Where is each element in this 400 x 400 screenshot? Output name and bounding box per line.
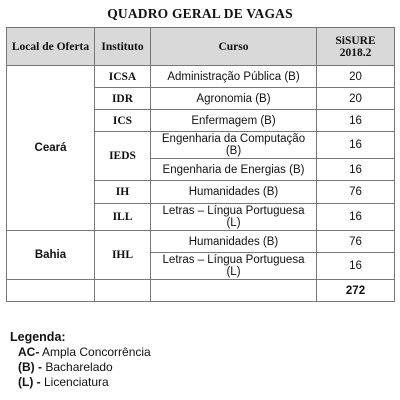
vagas-cell: 20 — [317, 66, 395, 88]
institute-cell: ILL — [95, 204, 151, 231]
table-row — [7, 231, 395, 253]
table-header-row — [7, 28, 395, 66]
vagas-cell: 20 — [317, 88, 395, 110]
course-cell: Enfermagem (B) — [151, 110, 317, 132]
vagas-cell: 76 — [317, 231, 395, 253]
total-row — [7, 280, 395, 302]
course-cell: Administração Pública (B) — [151, 66, 317, 88]
institute-cell: IH — [95, 181, 151, 204]
legend-desc: Licenciatura — [44, 375, 109, 389]
institute-cell: IDR — [95, 88, 151, 110]
vagas-cell: 16 — [317, 110, 395, 132]
vagas-cell: 16 — [317, 132, 395, 159]
vagas-cell: 76 — [317, 181, 395, 204]
total-empty-cell — [151, 280, 317, 302]
course-cell: Humanidades (B) — [151, 231, 317, 253]
course-cell: Letras – Língua Portuguesa (L) — [151, 204, 317, 231]
legend-item — [10, 360, 151, 375]
institute-cell: IEDS — [95, 132, 151, 181]
legend-key: AC- — [18, 345, 40, 359]
legend-desc: Ampla Concorrência — [42, 345, 151, 359]
legend-title: Legenda: — [10, 330, 66, 344]
course-cell: Letras – Língua Portuguesa (L) — [151, 253, 317, 280]
header-local: Local de Oferta — [7, 28, 95, 66]
region-ceara: Ceará — [7, 66, 95, 231]
region-bahia: Bahia — [7, 231, 95, 280]
institute-cell: ICS — [95, 110, 151, 132]
course-cell: Engenharia da Computação (B) — [151, 132, 317, 159]
legend-item — [10, 345, 151, 360]
vagas-cell: 16 — [317, 159, 395, 181]
course-cell: Agronomia (B) — [151, 88, 317, 110]
vacancies-table — [6, 27, 395, 302]
legend — [10, 330, 151, 390]
header-curso: Curso — [151, 28, 317, 66]
legend-key: (L) - — [18, 375, 41, 389]
legend-item — [10, 375, 151, 390]
course-cell: Engenharia de Energias (B) — [151, 159, 317, 181]
table-row — [7, 66, 395, 88]
vagas-cell: 16 — [317, 204, 395, 231]
total-empty-cell — [95, 280, 151, 302]
institute-cell: IHL — [95, 231, 151, 280]
course-cell: Humanidades (B) — [151, 181, 317, 204]
header-sisure: SiSURE 2018.2 — [317, 28, 395, 66]
institute-cell: ICSA — [95, 66, 151, 88]
total-value: 272 — [317, 280, 395, 302]
page-title: QUADRO GERAL DE VAGAS — [107, 6, 293, 21]
legend-desc: Bacharelado — [45, 360, 113, 374]
total-empty-cell — [7, 280, 95, 302]
header-instituto: Instituto — [95, 28, 151, 66]
vagas-cell: 16 — [317, 253, 395, 280]
legend-key: (B) - — [18, 360, 42, 374]
